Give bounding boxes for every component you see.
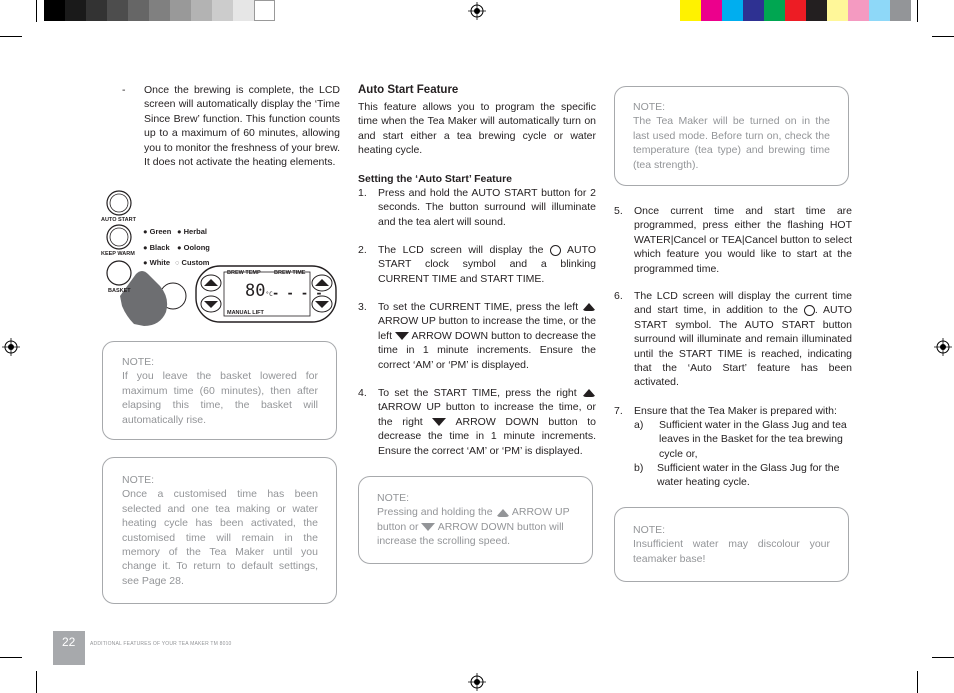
registration-mark-icon (468, 673, 486, 691)
color-swatch (869, 0, 890, 21)
note-box-scrolling-speed: NOTE: Pressing and holding the ARROW UP button or ARROW DOWN button will increase the scrolling speed. (358, 476, 593, 564)
arrow-down-icon (432, 418, 446, 426)
color-swatch (764, 0, 785, 21)
note-label: NOTE: (633, 101, 666, 113)
note-label: NOTE: (377, 492, 410, 504)
control-panel-illustration (100, 186, 340, 328)
registration-mark-icon (2, 338, 20, 356)
arrow-up-icon (582, 303, 596, 311)
color-swatch (806, 0, 827, 21)
registration-mark-icon (934, 338, 952, 356)
brew-temp-label: BREW TEMP (227, 270, 261, 276)
note-text: The Tea Maker will be turned on in the last used mode. Before turn on, check the temperature (tea type) and brewing time (tea strength). (633, 115, 830, 171)
arrow-down-icon (395, 332, 409, 340)
manual-lift-label: MANUAL LIFT (227, 310, 264, 316)
intro-paragraph: This feature allows you to program the specific time when the Tea Maker will automatically turn on and start either a tea brewing cycle or water heating cycle. (358, 101, 596, 157)
color-swatch (107, 0, 128, 21)
crop-mark (917, 671, 918, 693)
color-swatch (191, 0, 212, 21)
registration-mark-icon (468, 2, 486, 20)
crop-mark (932, 36, 954, 37)
tea-option-oolong: ● Oolong (177, 243, 210, 252)
page-number: 22 (62, 635, 76, 649)
tea-option-black: ● Black (143, 243, 170, 252)
tea-option-herbal: ● Herbal (177, 227, 207, 236)
note-text: Once a customised time has been selected and one tea making or water heating cycle has been activated, the customised time will remain in the memory of the Tea Maker until you change it. To return to default settings, see Page 28. (122, 488, 318, 587)
arrow-up-icon (496, 509, 510, 517)
note-box-basket-time (102, 341, 337, 440)
color-swatch (86, 0, 107, 21)
page-number-box (53, 631, 85, 665)
tea-option-white: ● White (143, 258, 171, 267)
crop-mark (932, 657, 954, 658)
color-swatch (170, 0, 191, 21)
color-swatch (65, 0, 86, 21)
tea-option-green: ● Green (143, 227, 172, 236)
color-swatch (128, 0, 149, 21)
color-swatch (212, 0, 233, 21)
color-swatch (254, 0, 275, 21)
note-text: If you leave the basket lowered for maximum time (60 minutes), then after elapsing this time, the basket will automatically rise. (122, 370, 318, 426)
note-box-insufficient-water (614, 507, 849, 582)
auto-start-label: AUTO START (101, 217, 136, 223)
clock-icon (804, 305, 815, 316)
lcd-time: - - - - (272, 286, 323, 300)
color-swatch (233, 0, 254, 21)
color-swatch (701, 0, 722, 21)
note-label: NOTE: (122, 356, 155, 368)
subheading: Setting the ‘Auto Start’ Feature (358, 173, 513, 185)
basket-button-graphic (107, 261, 131, 285)
clock-icon (550, 245, 561, 256)
note-box-customised-time (102, 457, 337, 604)
brew-complete-paragraph: Once the brewing is complete, the LCD screen will automatically display the ‘Time Since Brew’ function. This function counts up to a maximum of 60 minutes, allowing you to monitor the freshness of your brew. It does not activate the heating elements. (144, 84, 340, 169)
brew-time-label: BREW TIME (274, 270, 306, 276)
arrow-down-icon (421, 523, 435, 531)
bullet-dash: - (122, 84, 126, 96)
arrow-up-icon (582, 389, 596, 397)
tea-option-custom: ◌ Custom (175, 258, 210, 267)
color-swatch (848, 0, 869, 21)
note-text: Insufficient water may discolour your teamaker base! (633, 538, 830, 565)
color-swatch (722, 0, 743, 21)
section-heading: Auto Start Feature (358, 84, 459, 96)
keep-warm-label: KEEP WARM (101, 251, 135, 257)
color-swatch (743, 0, 764, 21)
color-swatch (827, 0, 848, 21)
color-swatch (890, 0, 911, 21)
color-swatch (149, 0, 170, 21)
color-swatch (785, 0, 806, 21)
lcd-temperature: 80°C (245, 281, 273, 301)
note-box-last-mode (614, 86, 849, 186)
note-label: NOTE: (633, 524, 666, 536)
crop-mark (0, 657, 22, 658)
color-swatch (44, 0, 65, 21)
basket-label: BASKET (108, 288, 131, 294)
crop-mark (36, 0, 37, 22)
crop-mark (0, 36, 22, 37)
footer-section-title: ADDITIONAL FEATURES OF YOUR TEA MAKER TM 8010 (90, 641, 232, 647)
color-swatch (680, 0, 701, 21)
crop-mark (36, 671, 37, 693)
crop-mark (917, 0, 918, 22)
note-label: NOTE: (122, 474, 155, 486)
